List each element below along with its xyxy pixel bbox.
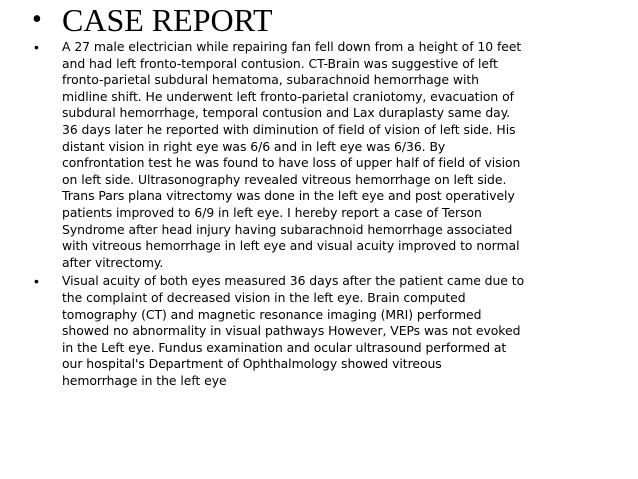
bullet-mark: • xyxy=(34,39,39,55)
bullet-item-case-summary xyxy=(34,39,614,271)
title-bullet: • xyxy=(32,4,42,35)
slide-title xyxy=(32,0,273,40)
bullet-mark: • xyxy=(34,273,39,290)
title-text: CASE REPORT xyxy=(62,1,273,38)
bullet-item-findings xyxy=(34,273,614,389)
bullet-list xyxy=(34,39,614,391)
bullet-text: A 27 male electrician while repairing fan fell down from a height of 10 feet and had left fronto-temporal contusion. CT-Brain was suggestive of left fronto-parietal subdural hematoma, subarachnoid hemorrhage with midline shift. He underwent left fronto-parietal craniotomy, evacuation of subdural hemorrhage, temporal contusion and Lax duraplasty same day. 36 days later he reported with diminution of field of vision of left side. His distant vision in right eye was 6/6 and in left eye was 6/36. By confrontation test he was found to have loss of upper half of field of vision on left side. Ultrasonography revealed vitreous hemorrhage on left side. Trans Pars plana vitrectomy was done in the left eye and post operatively patients improved to 6/9 in left eye. I hereby report a case of Terson Syndrome after head injury having subarachnoid hemorrhage associated with vitreous hemorrhage in left eye and visual acuity improved to normal after vitrectomy. xyxy=(62,39,522,270)
bullet-text: Visual acuity of both eyes measured 36 days after the patient came due to the complaint of decreased vision in the left eye. Brain computed tomography (CT) and magnetic resonance imaging (MRI) performed showed no abnormality in visual pathways However, VEPs was not evoked in the Left eye. Fundus examination and ocular ultrasound performed at our hospital's Department of Ophthalmology showed vitreous hemorrhage in the left eye xyxy=(62,273,525,388)
